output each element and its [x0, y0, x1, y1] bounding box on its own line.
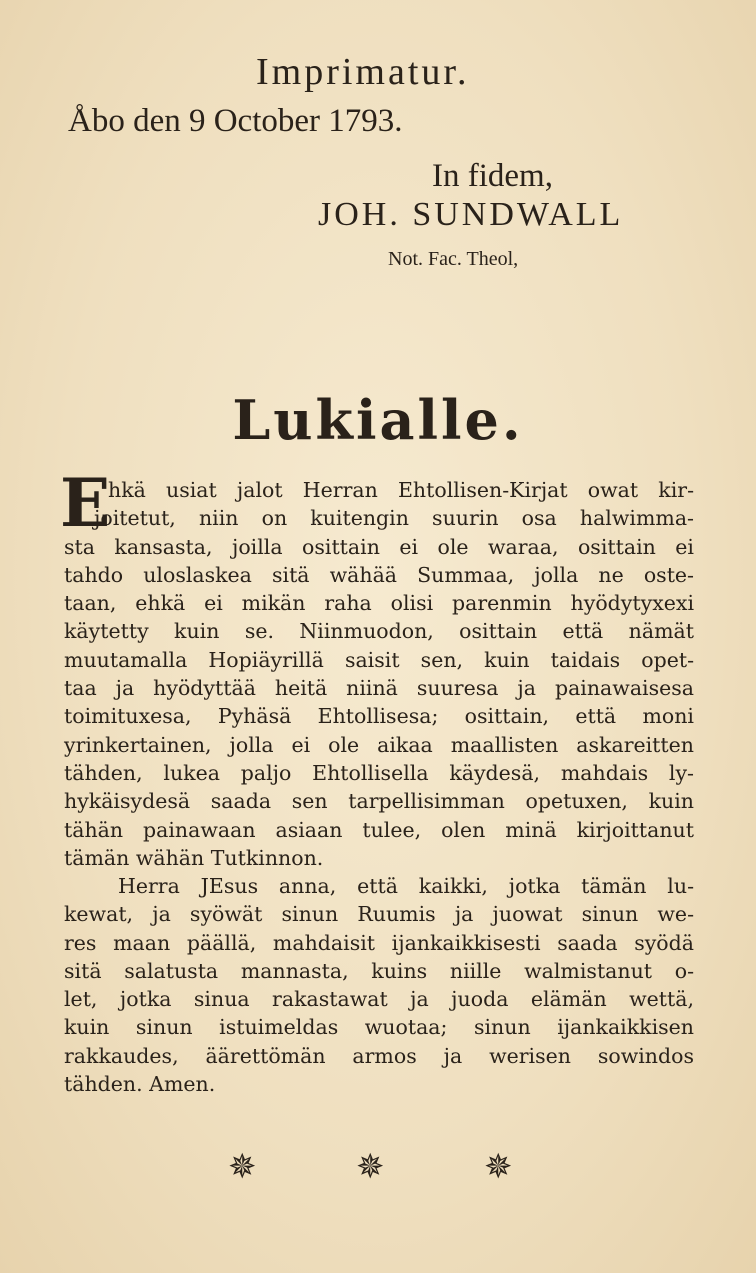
star-ornament-icon: ✵ [228, 1147, 257, 1187]
text-line: yrinkertainen, jolla ei ole aikaa maallisten askareitten [64, 732, 694, 757]
text-line: toimituxesa, Pyhäsä Ehtollisesa; osittain, että moni [64, 704, 694, 729]
dateline: Åbo den 9 October 1793. [68, 103, 403, 139]
text-line: res maan päällä, mahdaisit ijankaikkisesti saada syödä [64, 930, 694, 955]
text-line: taa ja hyödyttää heitä niinä suuresa ja painawaisesa [64, 676, 694, 701]
text-line: taan, ehkä ei mikän raha olisi parenmin hyödytyxexi [64, 591, 694, 616]
text-line: tahdo uloslaskea sitä wähää Summaa, jolla ne oste- [64, 562, 694, 587]
star-ornament-icon: ✵ [356, 1147, 385, 1187]
text-line: kewat, ja syöwät sinun Ruumis ja juowat sinun we- [64, 902, 694, 927]
ornament-row [0, 1147, 756, 1190]
text-line: muutamalla Hopiäyrillä saisit sen, kuin taidais opet- [64, 647, 694, 672]
signer-title: Not. Fac. Theol, [388, 248, 519, 270]
text-line: tämän wähän Tutkinnon. [64, 845, 324, 870]
text-line: Herra JEsus anna, että kaikki, jotka tämän lu- [118, 874, 694, 898]
text-line: sta kansasta, joilla osittain ei ole waraa, osittain ei [64, 534, 694, 559]
attestation: In fidem, [432, 158, 553, 194]
imprimatur-heading: Imprimatur. [256, 51, 470, 93]
text-line: tähden. Amen. [64, 1072, 216, 1097]
star-ornament-icon: ✵ [484, 1147, 513, 1187]
text-line: hykäisydesä saada sen tarpellisimman opetuxen, kuin [64, 789, 694, 814]
text-line: käytetty kuin se. Niinmuodon, osittain että nämät [64, 619, 694, 644]
text-line: sitä salatusta mannasta, kuins niille walmistanut o- [64, 958, 694, 983]
text-line: rakkaudes, äärettömän armos ja werisen sowindos [64, 1043, 694, 1068]
text-line: kuin sinun istuimeldas wuotaa; sinun ijankaikkisen [64, 1015, 694, 1040]
text-line: let, jotka sinua rakastawat ja juoda elämän wettä, [64, 987, 694, 1012]
text-line: tähden, lukea paljo Ehtollisella käydesä, mahdais ly- [64, 760, 694, 785]
preface-paragraph-1 [64, 476, 694, 872]
signer-name: JOH. SUNDWALL [318, 196, 624, 233]
preface-heading: Lukialle. [232, 388, 524, 452]
text-line: tähän painawaan asiaan tulee, olen minä kirjoittanut [64, 817, 694, 842]
drop-cap: E [60, 464, 111, 542]
preface-paragraph-2 [64, 872, 694, 1098]
text-line: joitetut, niin on kuitengin suurin osa halwimma- [94, 506, 694, 531]
text-line: hkä usiat jalot Herran Ehtollisen-Kirjat owat kir- [108, 478, 694, 502]
